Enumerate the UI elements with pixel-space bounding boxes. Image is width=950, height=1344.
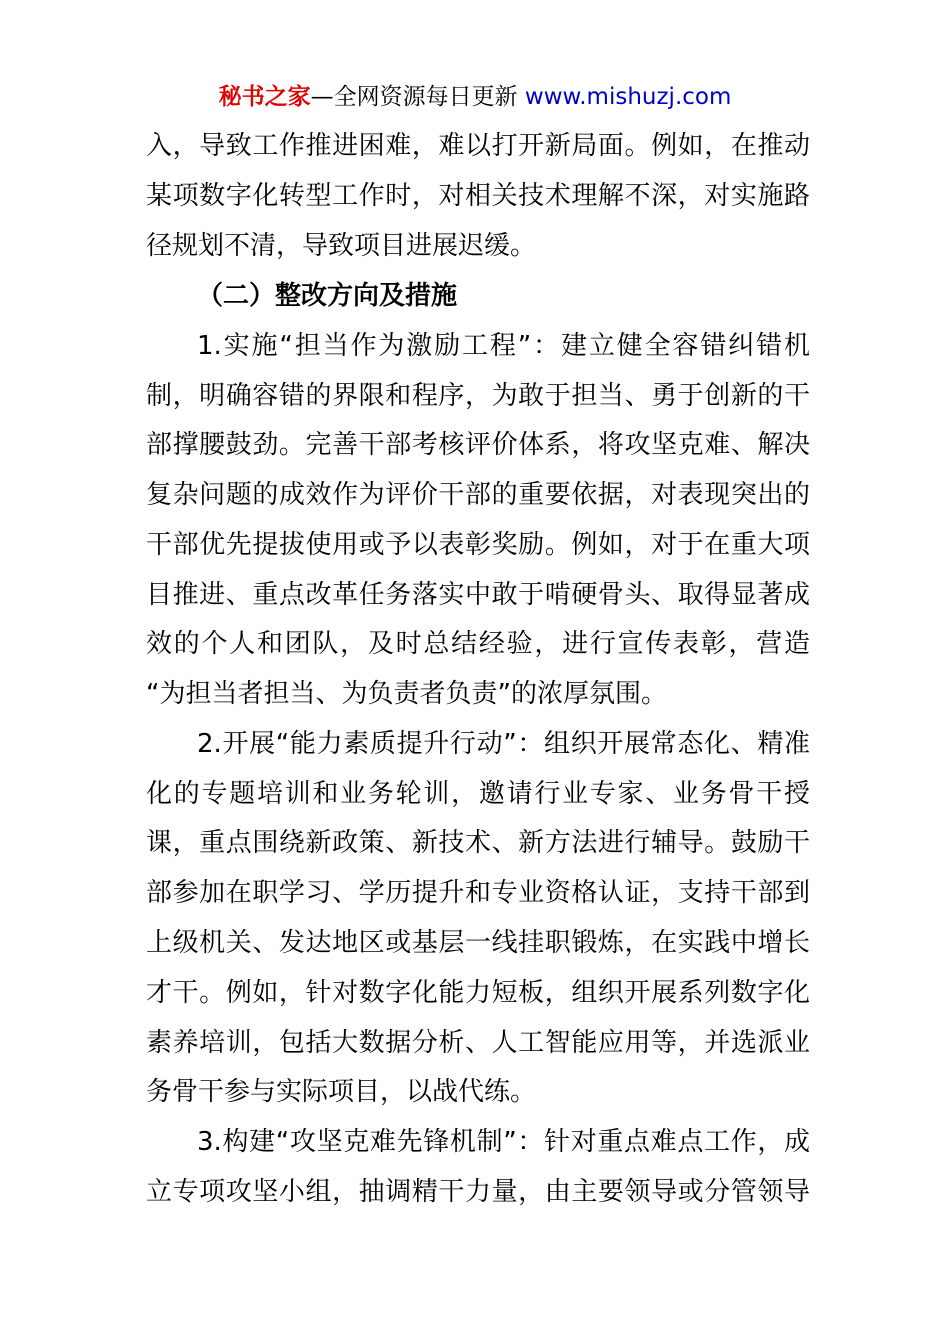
- brand-name: 秘书之家: [218, 84, 311, 110]
- body-line: 部撑腰鼓劲。完善干部考核评价体系，将攻坚克难、解决: [146, 430, 810, 460]
- body-line: 部参加在职学习、学历提升和专业资格认证，支持干部到: [146, 878, 810, 908]
- body-line: 上级机关、发达地区或基层一线挂职锻炼，在实践中增长: [146, 928, 810, 958]
- section-heading: （二）整改方向及措施: [197, 281, 458, 311]
- header-tagline: —全网资源每日更新: [310, 84, 518, 110]
- body-line: 务骨干参与实际项目，以战代练。: [146, 1077, 537, 1107]
- body-line: 素养培训，包括大数据分析、人工智能应用等，并选派业: [146, 1028, 810, 1058]
- body-line: 才干。例如，针对数字化能力短板，组织开展系列数字化: [146, 978, 810, 1008]
- body-line: 2.开展“能力素质提升行动”：组织开展常态化、精准: [197, 729, 810, 759]
- body-line: 某项数字化转型工作时，对相关技术理解不深，对实施路: [146, 181, 810, 211]
- body-line: 3.构建“攻坚克难先锋机制”：针对重点难点工作，成: [197, 1127, 810, 1157]
- body-line: “为担当者担当、为负责者负责”的浓厚氛围。: [146, 679, 667, 709]
- body-line: 立专项攻坚小组，抽调精干力量，由主要领导或分管领导: [146, 1177, 810, 1207]
- body-line: 径规划不清，导致项目进展迟缓。: [146, 231, 537, 261]
- body-line: 目推进、重点改革任务落实中敢于啃硬骨头、取得显著成: [146, 580, 810, 610]
- body-line: 制，明确容错的界限和程序，为敢于担当、勇于创新的干: [146, 381, 810, 411]
- body-line: 干部优先提拔使用或予以表彰奖励。例如，对于在重大项: [146, 530, 810, 560]
- body-line: 入，导致工作推进困难，难以打开新局面。例如，在推动: [146, 131, 810, 161]
- site-url-link[interactable]: www.mishuzj.com: [524, 84, 732, 110]
- body-line: 复杂问题的成效作为评价干部的重要依据，对表现突出的: [146, 480, 810, 510]
- body-line: 1.实施“担当作为激励工程”：建立健全容错纠错机: [197, 331, 810, 361]
- site-header: [0, 80, 950, 114]
- body-line: 化的专题培训和业务轮训，邀请行业专家、业务骨干授: [146, 779, 810, 809]
- body-line: 课，重点围绕新政策、新技术、新方法进行辅导。鼓励干: [146, 828, 810, 858]
- body-line: 效的个人和团队，及时总结经验，进行宣传表彰，营造: [146, 629, 810, 659]
